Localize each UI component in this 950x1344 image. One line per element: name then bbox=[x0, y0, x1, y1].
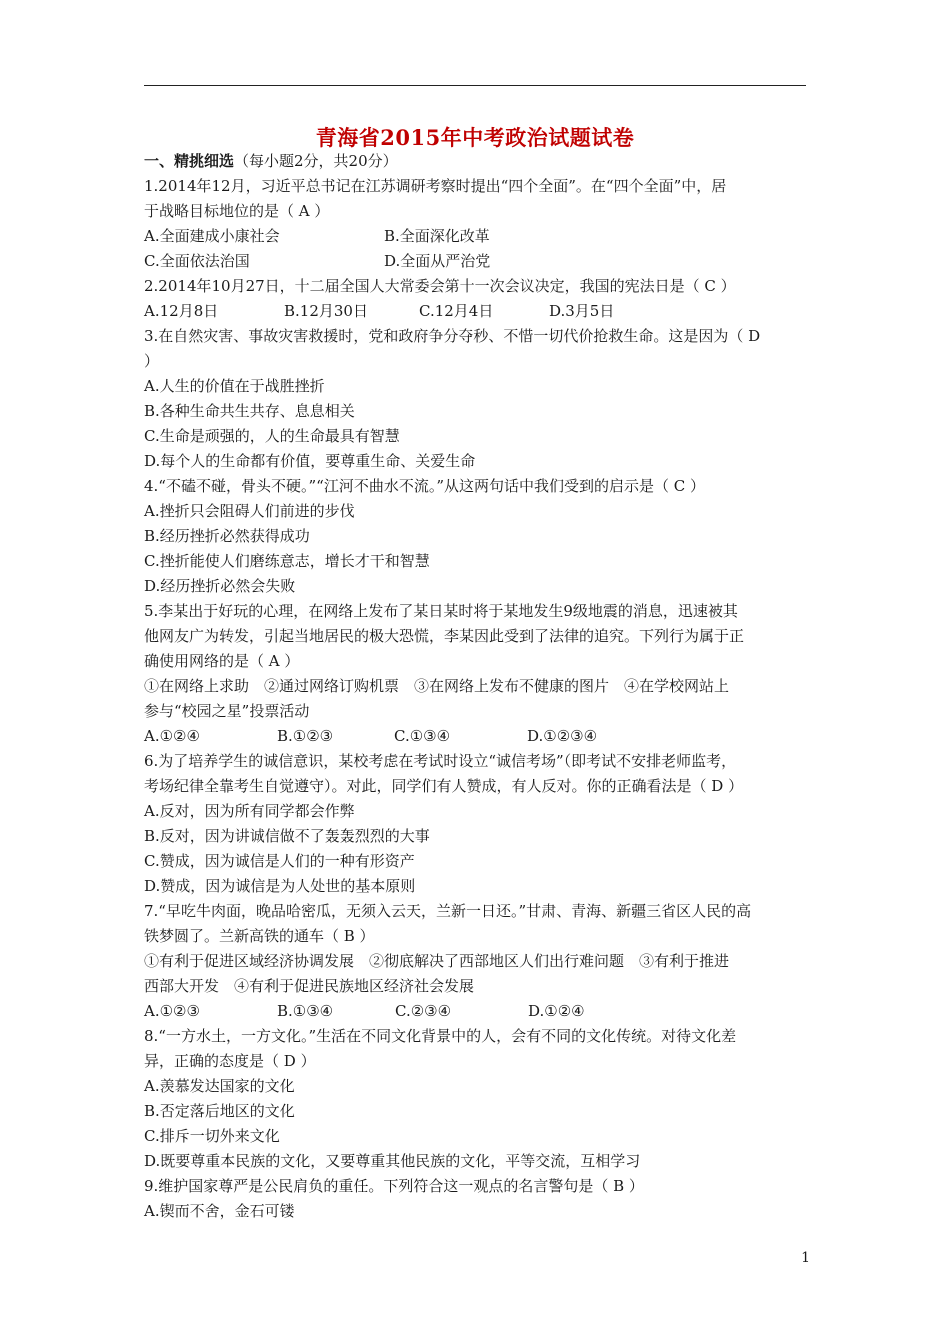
option: C.12月4日 bbox=[419, 302, 494, 320]
option: D.①②③④ bbox=[527, 727, 598, 745]
option: A.①②③ bbox=[144, 1002, 200, 1020]
question-text: 4.“不磕不碰，骨头不硬。”“江河不曲水不流。”从这两句话中我们受到的启示是（ C ） bbox=[144, 477, 706, 495]
option: D.既要尊重本民族的文化，又要尊重其他民族的文化，平等交流，互相学习 bbox=[144, 1152, 641, 1170]
option: C.全面依法治国 bbox=[144, 252, 250, 270]
option: B.①③④ bbox=[277, 1002, 334, 1020]
question-8 bbox=[144, 1024, 808, 1174]
option-row bbox=[144, 724, 808, 749]
question-text: 铁梦圆了。兰新高铁的通车（ B ） bbox=[144, 927, 375, 945]
question-9 bbox=[144, 1174, 808, 1224]
option: A.羡慕发达国家的文化 bbox=[144, 1077, 295, 1095]
option: C.挫折能使人们磨练意志，增长才干和智慧 bbox=[144, 552, 430, 570]
option: C.排斥一切外来文化 bbox=[144, 1127, 280, 1145]
option: B.全面深化改革 bbox=[384, 227, 490, 245]
question-text: 3.在自然灾害、事故灾害救援时，党和政府争分夺秒、不惜一切代价抢救生命。这是因为（ D bbox=[144, 327, 761, 345]
option: A.①②④ bbox=[144, 727, 200, 745]
option-row bbox=[144, 999, 808, 1024]
question-text: 他网友广为转发，引起当地居民的极大恐慌，李某因此受到了法律的追究。下列行为属于正 bbox=[144, 627, 745, 645]
option: A.挫折只会阻碍人们前进的步伐 bbox=[144, 502, 355, 520]
question-text: 1.2014年12月，习近平总书记在江苏调研考察时提出“四个全面”。在“四个全面”中，居 bbox=[144, 177, 727, 195]
option: C.②③④ bbox=[395, 1002, 452, 1020]
option: B.经历挫折必然获得成功 bbox=[144, 527, 310, 545]
question-text: 9.维护国家尊严是公民肩负的重任。下列符合这一观点的名言警句是（ B ） bbox=[144, 1177, 644, 1195]
option: D.赞成，因为诚信是为人处世的基本原则 bbox=[144, 877, 416, 895]
option: A.全面建成小康社会 bbox=[144, 227, 280, 245]
exam-body bbox=[144, 149, 808, 1224]
question-text: 于战略目标地位的是（ A ） bbox=[144, 202, 330, 220]
option: B.反对，因为讲诚信做不了轰轰烈烈的大事 bbox=[144, 827, 430, 845]
option: D.每个人的生命都有价值，要尊重生命、关爱生命 bbox=[144, 452, 476, 470]
question-text: 5.李某出于好玩的心理，在网络上发布了某日某时将于某地发生9级地震的消息，迅速被其 bbox=[144, 602, 738, 620]
option: D.经历挫折必然会失败 bbox=[144, 577, 296, 595]
question-5 bbox=[144, 599, 808, 749]
section-note: （每小题2分，共20分） bbox=[234, 152, 398, 170]
question-statements: 西部大开发 ④有利于促进民族地区经济社会发展 bbox=[144, 977, 475, 995]
question-text: 7.“早吃牛肉面，晚品哈密瓜，无须入云天，兰新一日还。”甘肃、青海、新疆三省区人民的高 bbox=[144, 902, 752, 920]
page-number: 1 bbox=[801, 1250, 810, 1266]
option: D.全面从严治党 bbox=[384, 252, 491, 270]
question-statements: 参与“校园之星”投票活动 bbox=[144, 702, 310, 720]
option-row bbox=[144, 224, 808, 249]
option: D.①②④ bbox=[528, 1002, 585, 1020]
question-2 bbox=[144, 274, 808, 324]
question-3 bbox=[144, 324, 808, 474]
option: B.各种生命共生共存、息息相关 bbox=[144, 402, 355, 420]
question-4 bbox=[144, 474, 808, 599]
question-text: 2.2014年10月27日，十二届全国人大常委会第十一次会议决定，我国的宪法日是（ C ） bbox=[144, 277, 736, 295]
question-text: 考场纪律全靠考生自觉遵守）。对此，同学们有人赞成，有人反对。你的正确看法是（ D ） bbox=[144, 777, 744, 795]
question-text: 确使用网络的是（ A ） bbox=[144, 652, 300, 670]
option: A.反对，因为所有同学都会作弊 bbox=[144, 802, 355, 820]
question-text: 6.为了培养学生的诚信意识，某校考虑在考试时设立“诚信考场”（即考试不安排老师监考， bbox=[144, 752, 737, 770]
option-row bbox=[144, 299, 808, 324]
question-text: 异，正确的态度是（ D ） bbox=[144, 1052, 316, 1070]
option: D.3月5日 bbox=[549, 302, 615, 320]
question-text: 8.“一方水土，一方文化。”生活在不同文化背景中的人，会有不同的文化传统。对待文化差 bbox=[144, 1027, 737, 1045]
question-statements: ①有利于促进区域经济协调发展 ②彻底解决了西部地区人们出行难问题 ③有利于推进 bbox=[144, 952, 730, 970]
option-row bbox=[144, 249, 808, 274]
option: B.否定落后地区的文化 bbox=[144, 1102, 295, 1120]
option: C.生命是顽强的，人的生命最具有智慧 bbox=[144, 427, 400, 445]
option: B.①②③ bbox=[277, 727, 334, 745]
question-statements: ①在网络上求助 ②通过网络订购机票 ③在网络上发布不健康的图片 ④在学校网站上 bbox=[144, 677, 730, 695]
option: A.12月8日 bbox=[144, 302, 219, 320]
section-title: 一、精挑细选 bbox=[144, 152, 235, 170]
question-7 bbox=[144, 899, 808, 1024]
document-title: 青海省2015年中考政治试题试卷 bbox=[315, 125, 635, 150]
option: A.锲而不舍，金石可镂 bbox=[144, 1202, 295, 1220]
option: C.①③④ bbox=[394, 727, 451, 745]
question-1 bbox=[144, 174, 808, 274]
option: B.12月30日 bbox=[284, 302, 368, 320]
option: C.赞成，因为诚信是人们的一种有形资产 bbox=[144, 852, 415, 870]
question-6 bbox=[144, 749, 808, 899]
header-rule bbox=[144, 85, 806, 86]
option: A.人生的价值在于战胜挫折 bbox=[144, 377, 325, 395]
section-heading bbox=[144, 149, 808, 174]
question-text: ） bbox=[144, 352, 160, 370]
